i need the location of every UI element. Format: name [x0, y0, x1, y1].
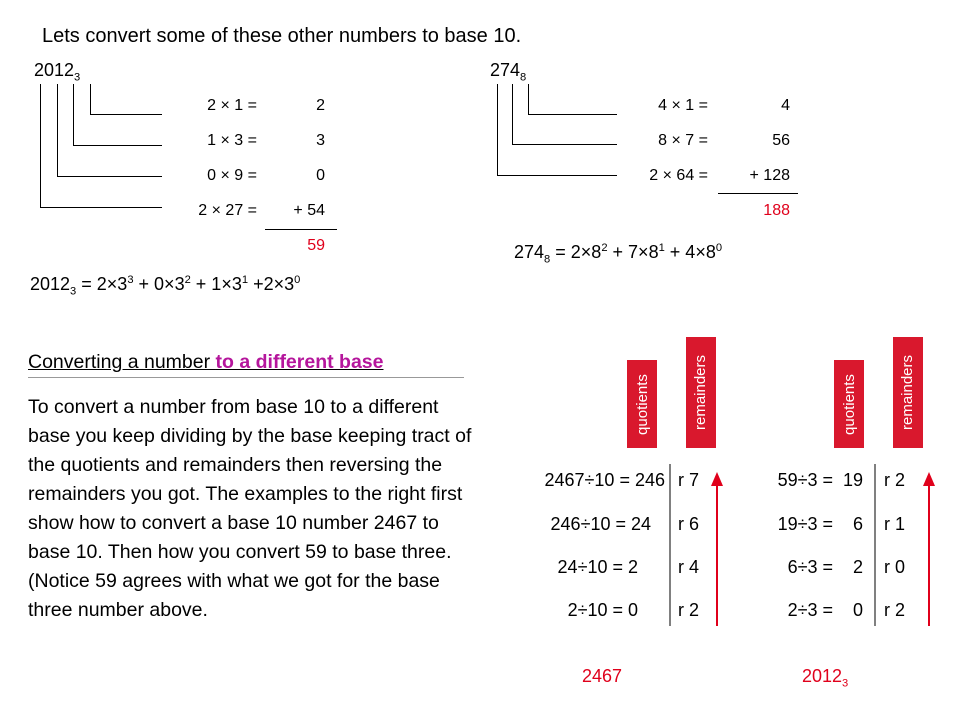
formula-sup: 0: [294, 274, 301, 286]
division-quotient: 6: [852, 514, 863, 534]
formula-sub: 8: [544, 253, 551, 266]
division-equation: 2÷3 =: [787, 600, 833, 620]
left-number-digits: 2012: [34, 60, 75, 80]
division-remainder: r 2: [884, 600, 906, 620]
formula-text: + 1×3: [190, 274, 242, 294]
remainders-label-text: remainders: [899, 354, 917, 431]
right-row-expr: 2 × 64 =: [649, 167, 708, 184]
formula-text: +2×3: [248, 274, 295, 294]
left-row-expr: 2 × 1 =: [207, 97, 257, 114]
division-equation: 59÷3 =: [777, 470, 833, 490]
quotients-label-text: quotients: [840, 373, 858, 435]
division-remainder: r 0: [884, 557, 906, 577]
heading-highlight: to a different base: [215, 351, 384, 373]
heading-plain: Converting a number: [28, 351, 216, 373]
division-remainder: r 4: [678, 557, 700, 577]
right-row-value: 56: [772, 132, 790, 149]
formula-sup: 1: [241, 274, 249, 286]
left-number-base: 3: [74, 71, 81, 84]
left-row-expr: 2 × 27 =: [198, 202, 257, 219]
division-remainder: r 2: [678, 600, 700, 620]
right-number-digits: 274: [490, 60, 521, 80]
division-equation: 246÷10 = 24: [550, 514, 651, 534]
left-row-value: 3: [316, 132, 325, 149]
formula-sup: 0: [715, 242, 723, 254]
formula-text: 2012: [30, 274, 71, 294]
formula-text: = 2×3: [76, 274, 128, 294]
quotients-label-text: quotients: [633, 373, 651, 435]
left-row-expr: 0 × 9 =: [207, 167, 257, 184]
division-equation: 19÷3 =: [777, 514, 833, 534]
formula-text: + 7×8: [607, 242, 659, 262]
division-result: 2467: [582, 666, 623, 686]
right-total: 188: [763, 202, 790, 219]
division-remainder: r 2: [884, 470, 906, 490]
left-row-expr: 1 × 3 =: [207, 132, 257, 149]
explanation-paragraph: To convert a number from base 10 to a different base you keep dividing by the base keeping tract of the quotients and remainders then reversing the remainders you got. The examples to the right first show how to convert a base 10 number 2467 to base 10. Then how you convert 59 to base three. (Notice 59 agrees with what we got for the base three number above.: [28, 396, 472, 621]
left-total: 59: [307, 237, 325, 254]
formula-text: + 0×3: [133, 274, 185, 294]
left-row-value: + 54: [293, 202, 325, 219]
right-number-base: 8: [520, 71, 527, 84]
formula-sup: 1: [658, 242, 665, 254]
formula-text: = 2×8: [550, 242, 602, 262]
right-row-expr: 4 × 1 =: [658, 97, 708, 114]
right-row-value: + 128: [749, 167, 790, 184]
division-quotient: 2: [852, 557, 863, 577]
division-quotient: 0: [852, 600, 863, 620]
formula-text: + 4×8: [664, 242, 716, 262]
division-quotient: 19: [842, 470, 863, 490]
slide-title: Lets convert some of these other numbers to base 10.: [42, 25, 522, 47]
formula-sup: 2: [184, 274, 191, 286]
right-row-expr: 8 × 7 =: [658, 132, 708, 149]
right-row-value: 4: [781, 97, 790, 114]
division-result-base: 3: [842, 677, 849, 690]
division-result-digits: 2012: [802, 666, 843, 686]
formula-sub: 3: [70, 285, 77, 298]
arrowhead-icon: [923, 472, 935, 486]
division-equation: 6÷3 =: [787, 557, 833, 577]
formula-sup: 3: [127, 274, 134, 286]
division-remainder: r 6: [678, 514, 700, 534]
division-equation: 2467÷10 = 246: [544, 470, 665, 490]
formula-sup: 2: [601, 242, 608, 254]
arrowhead-icon: [711, 472, 723, 486]
left-row-value: 0: [316, 167, 325, 184]
division-remainder: r 7: [678, 470, 700, 490]
division-remainder: r 1: [884, 514, 906, 534]
formula-text: 274: [514, 242, 545, 262]
left-row-value: 2: [316, 97, 325, 114]
remainders-label-text: remainders: [692, 354, 710, 431]
division-equation: 2÷10 = 0: [567, 600, 638, 620]
division-equation: 24÷10 = 2: [557, 557, 638, 577]
